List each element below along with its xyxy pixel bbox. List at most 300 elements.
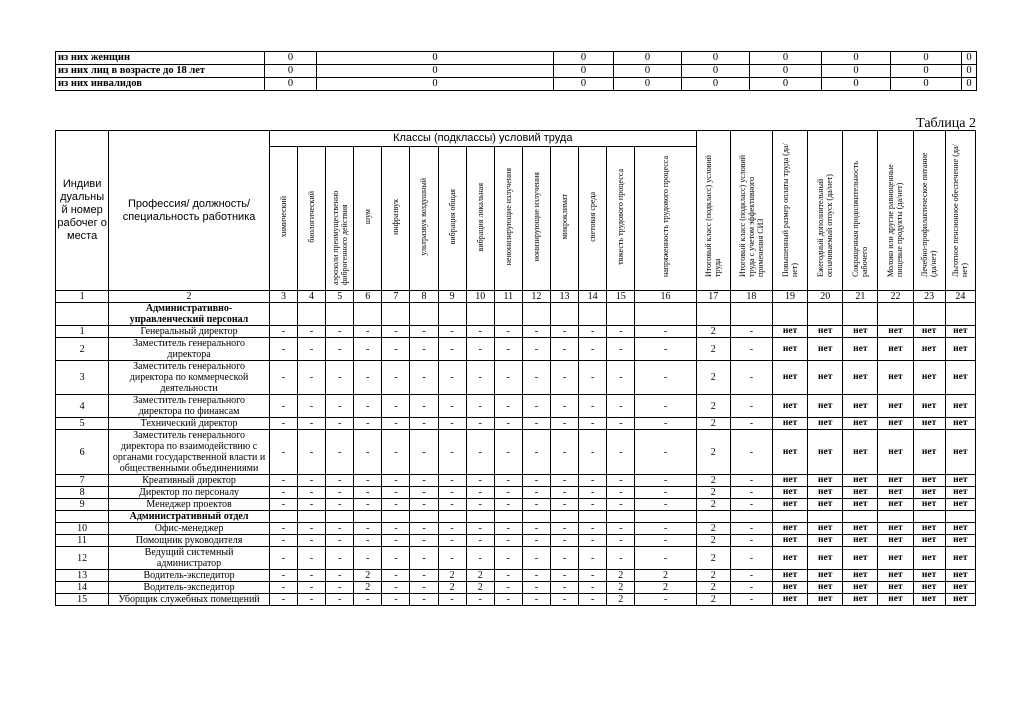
table-cell: - — [730, 547, 772, 570]
workplace-number: 7 — [56, 475, 109, 487]
table-cell: - — [269, 570, 297, 582]
table-cell: нет — [945, 475, 975, 487]
table-cell: нет — [913, 475, 945, 487]
column-number: 6 — [354, 291, 382, 303]
table-cell: - — [269, 361, 297, 395]
table-cell: 2 — [696, 547, 730, 570]
table-cell: - — [522, 594, 550, 606]
workplace-number: 13 — [56, 570, 109, 582]
table-cell: - — [635, 487, 696, 499]
table-cell: - — [326, 535, 354, 547]
table-cell: 2 — [696, 594, 730, 606]
table-cell: нет — [808, 499, 843, 511]
empty-cell — [494, 511, 522, 523]
empty-cell — [269, 511, 297, 523]
table-row — [56, 361, 976, 395]
table-cell: нет — [913, 523, 945, 535]
column-number: 19 — [772, 291, 807, 303]
workplace-number: 2 — [56, 338, 109, 361]
table-cell: - — [466, 487, 494, 499]
table-cell: нет — [878, 594, 913, 606]
table-cell: 2 — [696, 361, 730, 395]
column-number: 8 — [410, 291, 438, 303]
table-cell: - — [635, 547, 696, 570]
empty-cell — [410, 511, 438, 523]
section-empty-cell — [56, 303, 109, 326]
table-cell: 2 — [696, 570, 730, 582]
table-cell: - — [438, 523, 466, 535]
table-cell: - — [522, 475, 550, 487]
table-cell: - — [635, 535, 696, 547]
table-cell: нет — [843, 418, 878, 430]
table-cell: - — [730, 395, 772, 418]
table-cell: - — [579, 523, 607, 535]
summary-cell: 0 — [682, 65, 750, 78]
table-cell: - — [382, 487, 410, 499]
table-cell: - — [298, 535, 326, 547]
table-cell: - — [326, 430, 354, 475]
empty-cell — [382, 303, 410, 326]
summary-cell: 0 — [822, 52, 891, 65]
table-cell: - — [522, 535, 550, 547]
table-cell: - — [410, 418, 438, 430]
summary-cell: 0 — [614, 78, 682, 91]
summary-table — [55, 51, 977, 91]
table-cell: нет — [772, 594, 807, 606]
table-cell: - — [466, 594, 494, 606]
table-cell: - — [494, 582, 522, 594]
table-cell: нет — [772, 535, 807, 547]
summary-cell: 0 — [750, 78, 822, 91]
column-number: 2 — [109, 291, 270, 303]
table-cell: - — [550, 499, 578, 511]
workplace-number: 14 — [56, 582, 109, 594]
table-cell: - — [269, 430, 297, 475]
table-cell: - — [494, 338, 522, 361]
table-row — [56, 547, 976, 570]
table-cell: нет — [772, 475, 807, 487]
column-number: 17 — [696, 291, 730, 303]
table-cell: нет — [913, 499, 945, 511]
header-factor: световая среда — [579, 147, 607, 291]
table-cell: - — [730, 499, 772, 511]
table-cell: 2 — [466, 570, 494, 582]
table-cell: нет — [878, 535, 913, 547]
table-cell: нет — [945, 395, 975, 418]
table-cell: - — [410, 499, 438, 511]
header-factor: биологический — [298, 147, 326, 291]
table-row — [56, 594, 976, 606]
table-cell: нет — [945, 499, 975, 511]
table-cell: - — [354, 487, 382, 499]
table-cell: - — [466, 361, 494, 395]
table-cell: - — [410, 582, 438, 594]
summary-row-label: из них женщин — [56, 52, 265, 65]
empty-cell — [466, 303, 494, 326]
position-name: Креативный директор — [109, 475, 270, 487]
table-cell: 2 — [696, 395, 730, 418]
summary-cell: 0 — [554, 78, 614, 91]
table-cell: - — [579, 338, 607, 361]
empty-cell — [466, 511, 494, 523]
table-cell: - — [382, 361, 410, 395]
position-name: Менеджер проектов — [109, 499, 270, 511]
column-number: 16 — [635, 291, 696, 303]
table-cell: - — [494, 326, 522, 338]
table-cell: - — [522, 418, 550, 430]
working-conditions-table — [55, 130, 976, 606]
empty-cell — [696, 511, 730, 523]
summary-cell: 0 — [962, 78, 977, 91]
table-cell: - — [382, 570, 410, 582]
header-total-class: Итоговый класс (подкласс) условий труда — [696, 131, 730, 291]
table-cell: - — [579, 395, 607, 418]
table-cell: нет — [808, 547, 843, 570]
header-milk: Молоко или другие равноценные пищевые продукты (да/нет) — [878, 131, 913, 291]
table-cell: - — [269, 475, 297, 487]
summary-cell: 0 — [554, 65, 614, 78]
table-cell: - — [438, 395, 466, 418]
table-cell: - — [730, 523, 772, 535]
table-cell: - — [382, 594, 410, 606]
table-cell: - — [298, 326, 326, 338]
table-cell: - — [298, 582, 326, 594]
table-cell: - — [269, 547, 297, 570]
table-cell: - — [326, 499, 354, 511]
table-cell: - — [466, 430, 494, 475]
table-cell: - — [635, 430, 696, 475]
summary-cell: 0 — [554, 52, 614, 65]
table-cell: - — [354, 326, 382, 338]
table-cell: - — [494, 487, 522, 499]
summary-cell: 0 — [265, 78, 317, 91]
column-number: 1 — [56, 291, 109, 303]
header-reduced-hours: Сокращенная продолжительность рабочего — [843, 131, 878, 291]
header-factor: химический — [269, 147, 297, 291]
table-cell: - — [298, 487, 326, 499]
table-cell: - — [269, 326, 297, 338]
workplace-number: 11 — [56, 535, 109, 547]
table-cell: нет — [843, 475, 878, 487]
table-cell: - — [579, 582, 607, 594]
table-cell: 2 — [635, 582, 696, 594]
table-cell: - — [326, 547, 354, 570]
table-cell: - — [494, 395, 522, 418]
table-row — [56, 535, 976, 547]
table-cell: - — [635, 326, 696, 338]
table-cell: - — [354, 535, 382, 547]
table-cell: - — [354, 499, 382, 511]
position-name: Ведущий системный администратор — [109, 547, 270, 570]
summary-cell: 0 — [891, 65, 962, 78]
table-cell: 2 — [607, 582, 635, 594]
summary-cell: 0 — [822, 65, 891, 78]
table-cell: нет — [878, 499, 913, 511]
table-cell: 2 — [466, 582, 494, 594]
summary-cell: 0 — [682, 52, 750, 65]
table-cell: - — [579, 487, 607, 499]
table-cell: - — [354, 547, 382, 570]
table-cell: нет — [808, 582, 843, 594]
table-cell: - — [579, 547, 607, 570]
table-cell: нет — [808, 594, 843, 606]
position-name: Уборщик служебных помещений — [109, 594, 270, 606]
column-number: 18 — [730, 291, 772, 303]
table-cell: нет — [945, 535, 975, 547]
table-cell: 2 — [696, 418, 730, 430]
table-cell: нет — [843, 338, 878, 361]
table-cell: - — [382, 338, 410, 361]
table-cell: нет — [878, 487, 913, 499]
table-cell: - — [579, 430, 607, 475]
table-cell: нет — [772, 547, 807, 570]
header-profession: Профессия/ должность/ специальность работника — [109, 131, 270, 291]
table-cell: - — [607, 361, 635, 395]
table-cell: - — [635, 395, 696, 418]
table-cell: - — [550, 535, 578, 547]
table-cell: - — [438, 535, 466, 547]
empty-cell — [913, 511, 945, 523]
table-cell: нет — [878, 582, 913, 594]
table-cell: - — [269, 594, 297, 606]
table-cell: 2 — [696, 338, 730, 361]
table-cell: - — [438, 475, 466, 487]
table-cell: - — [522, 361, 550, 395]
position-name: Генеральный директор — [109, 326, 270, 338]
table-cell: - — [607, 487, 635, 499]
table-cell: нет — [808, 338, 843, 361]
table-cell: нет — [843, 547, 878, 570]
header-factor: вибрация локальная — [466, 147, 494, 291]
table-cell: - — [298, 547, 326, 570]
table-cell: - — [494, 547, 522, 570]
table-cell: - — [298, 430, 326, 475]
table-cell: - — [354, 338, 382, 361]
position-name: Помощник руководителя — [109, 535, 270, 547]
table-cell: нет — [772, 418, 807, 430]
table-cell: нет — [843, 499, 878, 511]
table-cell: - — [522, 430, 550, 475]
table-cell: - — [382, 582, 410, 594]
section-row — [56, 303, 976, 326]
table-cell: - — [635, 499, 696, 511]
table-cell: - — [466, 535, 494, 547]
column-number: 4 — [298, 291, 326, 303]
workplace-number: 8 — [56, 487, 109, 499]
table-cell: - — [607, 523, 635, 535]
empty-cell — [730, 511, 772, 523]
table-cell: - — [579, 570, 607, 582]
table-cell: - — [326, 594, 354, 606]
empty-cell — [878, 303, 913, 326]
table-cell: нет — [772, 430, 807, 475]
table-cell: - — [438, 338, 466, 361]
table-cell: - — [354, 430, 382, 475]
table-row — [56, 475, 976, 487]
table-cell: - — [382, 430, 410, 475]
workplace-number: 10 — [56, 523, 109, 535]
summary-cell: 0 — [265, 65, 317, 78]
table-cell: нет — [878, 430, 913, 475]
table-cell: нет — [878, 418, 913, 430]
table-cell: нет — [913, 430, 945, 475]
table-cell: нет — [808, 430, 843, 475]
table-cell: 2 — [438, 582, 466, 594]
table-cell: - — [410, 326, 438, 338]
table-cell: - — [550, 582, 578, 594]
table-cell: - — [382, 523, 410, 535]
table-cell: - — [466, 326, 494, 338]
table-cell: - — [607, 499, 635, 511]
empty-cell — [635, 511, 696, 523]
table-cell: нет — [772, 361, 807, 395]
summary-cell: 0 — [822, 78, 891, 91]
column-number: 23 — [913, 291, 945, 303]
section-row — [56, 511, 976, 523]
table-cell: нет — [913, 326, 945, 338]
summary-cell: 0 — [682, 78, 750, 91]
table-cell: нет — [843, 582, 878, 594]
table-cell: - — [269, 535, 297, 547]
table-cell: - — [269, 582, 297, 594]
empty-cell — [326, 303, 354, 326]
table-cell: - — [494, 430, 522, 475]
table-cell: - — [438, 547, 466, 570]
empty-cell — [438, 303, 466, 326]
table-cell: - — [298, 499, 326, 511]
table-cell: - — [298, 594, 326, 606]
table-cell: - — [494, 594, 522, 606]
header-total-class-ppe: Итоговый класс (подкласс) условий труда с учетом эффективного применения СИЗ — [730, 131, 772, 291]
summary-cell: 0 — [750, 52, 822, 65]
table-cell: - — [438, 361, 466, 395]
summary-row — [56, 52, 977, 65]
table-cell: - — [326, 570, 354, 582]
summary-cell: 0 — [750, 65, 822, 78]
table-cell: - — [550, 523, 578, 535]
empty-cell — [772, 303, 807, 326]
table-cell: - — [522, 338, 550, 361]
table-cell: - — [550, 395, 578, 418]
empty-cell — [550, 303, 578, 326]
column-number: 3 — [269, 291, 297, 303]
table-cell: - — [522, 523, 550, 535]
table-cell: нет — [772, 487, 807, 499]
table-cell: - — [438, 594, 466, 606]
table-cell: - — [730, 487, 772, 499]
table-cell: - — [550, 361, 578, 395]
table-cell: нет — [843, 361, 878, 395]
table-cell: - — [635, 361, 696, 395]
workplace-number: 4 — [56, 395, 109, 418]
table-cell: - — [382, 418, 410, 430]
table-cell: - — [494, 523, 522, 535]
empty-cell — [843, 511, 878, 523]
table-cell: - — [269, 395, 297, 418]
table-row — [56, 326, 976, 338]
table-cell: - — [354, 418, 382, 430]
table-cell: - — [607, 535, 635, 547]
summary-cell: 0 — [614, 52, 682, 65]
table-cell: нет — [913, 582, 945, 594]
table-cell: нет — [843, 395, 878, 418]
table-cell: - — [730, 570, 772, 582]
table-cell: 2 — [696, 430, 730, 475]
table-cell: - — [298, 570, 326, 582]
column-number: 15 — [607, 291, 635, 303]
table-cell: - — [298, 361, 326, 395]
table-cell: - — [298, 523, 326, 535]
empty-cell — [298, 511, 326, 523]
table-cell: - — [410, 361, 438, 395]
table-cell: нет — [772, 523, 807, 535]
empty-cell — [607, 303, 635, 326]
table-cell: 2 — [438, 570, 466, 582]
empty-cell — [494, 303, 522, 326]
summary-cell: 0 — [317, 52, 554, 65]
table-cell: - — [466, 338, 494, 361]
table-cell: - — [550, 338, 578, 361]
table-cell: 2 — [696, 523, 730, 535]
table-cell: нет — [913, 487, 945, 499]
table-cell: - — [579, 475, 607, 487]
header-factor: шум — [354, 147, 382, 291]
table-cell: нет — [878, 547, 913, 570]
column-number: 12 — [522, 291, 550, 303]
table-cell: - — [522, 395, 550, 418]
table-cell: - — [410, 430, 438, 475]
table-cell: - — [410, 570, 438, 582]
table-cell: нет — [843, 523, 878, 535]
table-cell: - — [438, 326, 466, 338]
table-cell: - — [579, 535, 607, 547]
table-cell: - — [382, 326, 410, 338]
header-factor: ультразвук воздушный — [410, 147, 438, 291]
table-cell: нет — [808, 523, 843, 535]
position-name: Заместитель генерального директора по финансам — [109, 395, 270, 418]
table-cell: 2 — [354, 582, 382, 594]
empty-cell — [354, 511, 382, 523]
table-cell: - — [635, 338, 696, 361]
header-classes-group: Классы (подклассы) условий труда — [269, 131, 696, 147]
table-cell: нет — [843, 487, 878, 499]
table-cell: - — [382, 547, 410, 570]
table-cell: нет — [808, 535, 843, 547]
table-cell: - — [466, 395, 494, 418]
column-number: 5 — [326, 291, 354, 303]
empty-cell — [550, 511, 578, 523]
table-cell: - — [466, 475, 494, 487]
table-cell: - — [354, 594, 382, 606]
table-cell: нет — [808, 570, 843, 582]
position-name: Заместитель генерального директора — [109, 338, 270, 361]
position-name: Офис-менеджер — [109, 523, 270, 535]
table-cell: - — [466, 523, 494, 535]
position-name: Технический директор — [109, 418, 270, 430]
table-cell: - — [410, 338, 438, 361]
position-name: Заместитель генерального директора по коммерческой деятельности — [109, 361, 270, 395]
table-cell: - — [410, 395, 438, 418]
empty-cell — [607, 511, 635, 523]
table-cell: нет — [878, 395, 913, 418]
header-factor: неионизирующие излучения — [494, 147, 522, 291]
table-cell: нет — [808, 326, 843, 338]
summary-cell: 0 — [317, 65, 554, 78]
table-cell: - — [494, 535, 522, 547]
summary-row — [56, 78, 977, 91]
table-cell: - — [466, 547, 494, 570]
table-cell: - — [326, 338, 354, 361]
